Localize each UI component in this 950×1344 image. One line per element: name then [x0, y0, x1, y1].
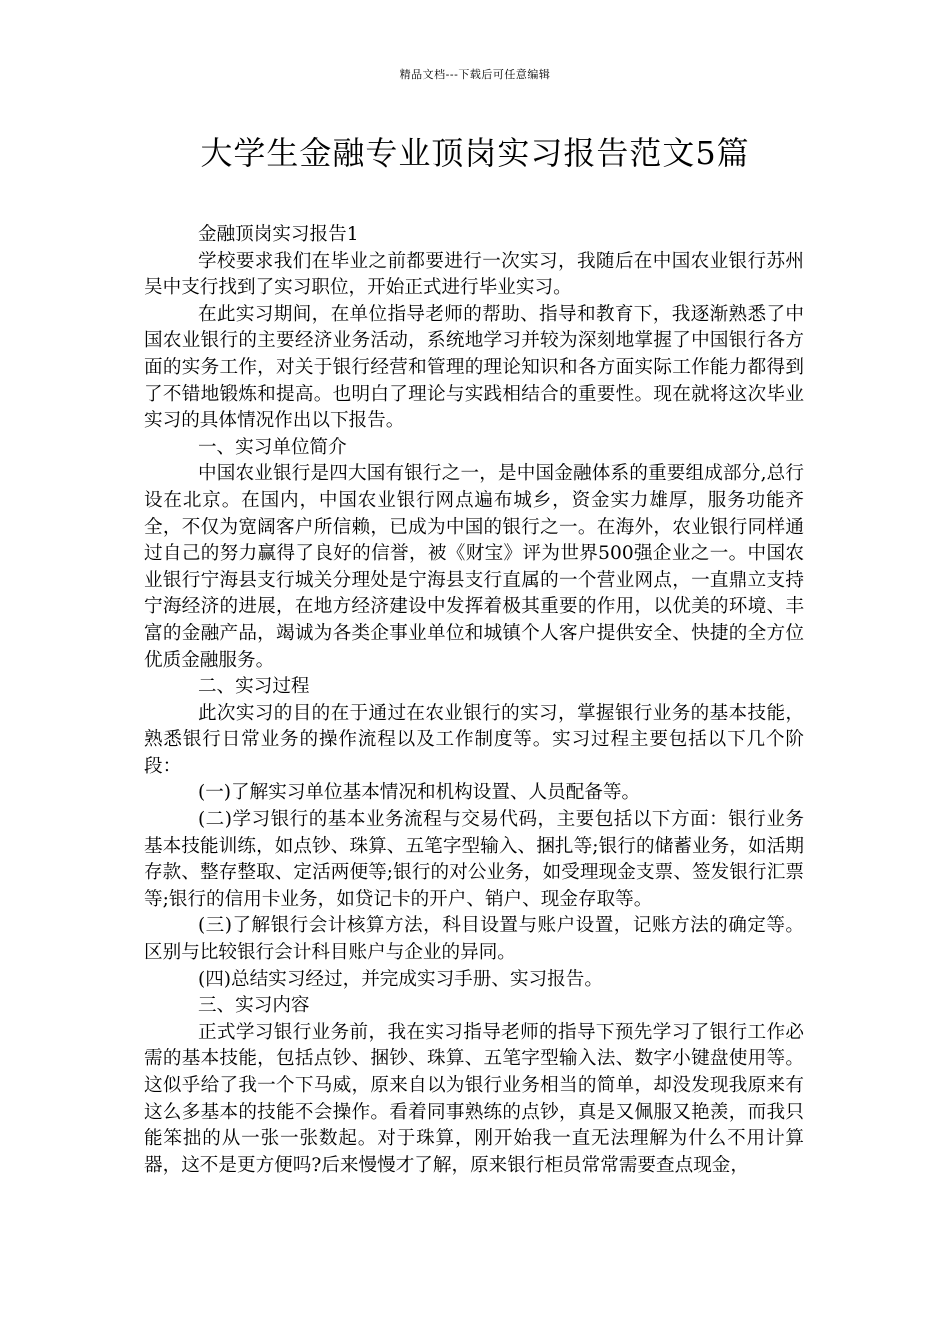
list-item: (二)学习银行的基本业务流程与交易代码，主要包括以下方面：银行业务基本技能训练，如点钞、珠算、五笔字型输入、捆扎等;银行的储蓄业务，如活期存款、整存整取、定活两便等;银行的对公业务，如受理现金支票、签发银行汇票等;银行的信用卡业务，如贷记卡的开户、销户、现金存取等。: [144, 809, 804, 910]
document-body: [144, 222, 804, 1179]
paragraph: 在此实习期间，在单位指导老师的帮助、指导和教育下，我逐渐熟悉了中国农业银行的主要经济业务活动，系统地学习并较为深刻地掌握了中国银行各方面的实务工作，对关于银行经营和管理的理论知识和各方面实际工作能力都得到了不错地锻炼和提高。也明白了理论与实践相结合的重要性。现在就将这次毕业实习的具体情况作出以下报告。: [144, 303, 804, 432]
list-item: (一)了解实习单位基本情况和机构设置、人员配备等。: [197, 782, 641, 804]
document-title: 大学生金融专业顶岗实习报告范文5篇: [200, 134, 750, 172]
section-heading-1: 一、实习单位简介: [197, 436, 347, 458]
section-heading-2: 二、实习过程: [197, 676, 310, 698]
section-heading-3: 三、实习内容: [197, 995, 310, 1017]
report-subtitle: 金融顶岗实习报告1: [197, 224, 359, 245]
paragraph: 学校要求我们在毕业之前都要进行一次实习，我随后在中国农业银行苏州吴中支行找到了实习职位，开始正式进行毕业实习。: [144, 250, 804, 299]
paragraph: 此次实习的目的在于通过在农业银行的实习，掌握银行业务的基本技能，熟悉银行日常业务的操作流程以及工作制度等。实习过程主要包括以下几个阶段：: [144, 702, 804, 777]
header-note: 精品文档---下载后可任意编辑: [399, 68, 551, 81]
paragraph: 正式学习银行业务前，我在实习指导老师的指导下预先学习了银行工作必需的基本技能，包括点钞、捆钞、珠算、五笔字型输入法、数字小键盘使用等。这似乎给了我一个下马威，原来自以为银行业务相当的简单，却没发现我原来有这么多基本的技能不会操作。看着同事熟练的点钞，真是又佩服又艳羡，而我只能笨拙的从一张一张数起。对于珠算，刚开始我一直无法理解为什么不用计算器，这不是更方便吗?后来慢慢才了解，原来银行柜员常常需要查点现金，: [144, 1021, 804, 1176]
list-item: (四)总结实习经过，并完成实习手册、实习报告。: [197, 968, 603, 990]
paragraph: 中国农业银行是四大国有银行之一，是中国金融体系的重要组成部分,总行设在北京。在国内，中国农业银行网点遍布城乡，资金实力雄厚，服务功能齐全，不仅为宽阔客户所信赖，已成为中国的银行之一。在海外，农业银行同样通过自己的努力赢得了良好的信誉，被《财宝》评为世界500强企业之一。中国农业银行宁海县支行城关分理处是宁海县支行直属的一个营业网点，一直鼎立支持宁海经济的进展，在地方经济建设中发挥着极其重要的作用，以优美的环境、丰富的金融产品，竭诚为各类企事业单位和城镇个人客户提供安全、快捷的全方位优质金融服务。: [144, 463, 804, 671]
list-item: (三)了解银行会计核算方法，科目设置与账户设置，记账方法的确定等。区别与比较银行会计科目账户与企业的异同。: [144, 915, 804, 964]
